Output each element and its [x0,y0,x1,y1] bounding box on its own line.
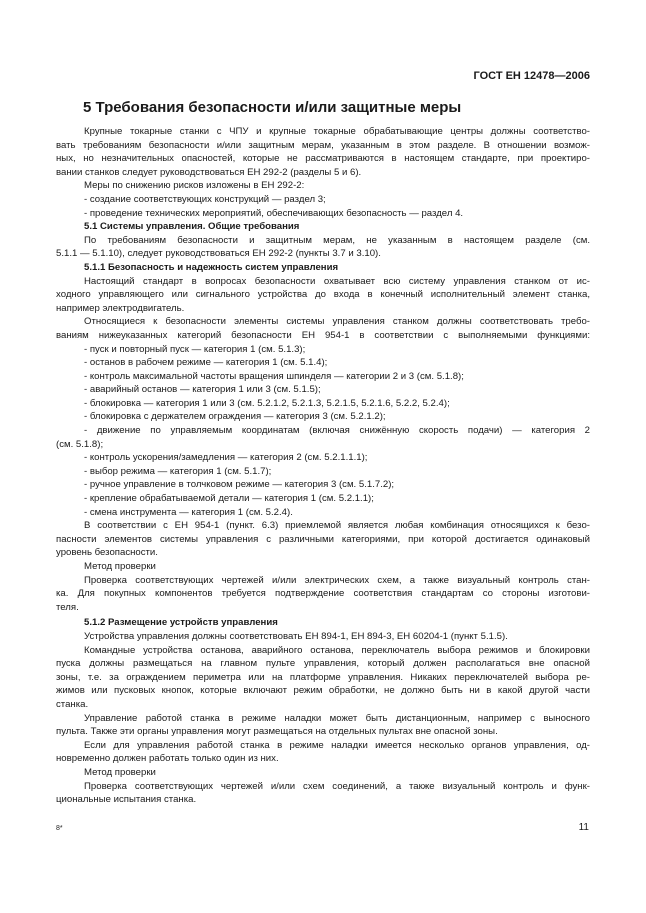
list-item: - создание соответствующих конструкций — раздел 3; [84,193,326,205]
section-body [56,125,590,807]
text-line: ваниям нижеуказанных категорий безопасности ЕН 954-1 в соответствии с выполняемыми функциями: [56,329,590,341]
text-line: зоны, т.е. за ограждением периметра или на платформе управления. Никаких переключателей выбора ре- [56,671,590,683]
list-item: - контроль максимальной частоты вращения шпинделя — категории 2 и 3 (см. 5.1.8); [84,370,464,382]
text-line: ходного управляющего или сигнального устройства до входа в конечный исполнительный элемент станка, [56,289,590,301]
text-line: Проверка соответствующих чертежей и/или электрических схем, а также визуальный контроль стан- [84,574,590,586]
footer-mark: 8* [56,825,63,832]
text-line: новременно должен работать только один из них. [56,753,279,765]
text-line: пуска должны размещаться на главном пульте управления, который должен располагаться вне опасной [56,658,590,670]
list-item: - ручное управление в толчковом режиме — категория 3 (см. 5.1.7.2); [84,479,395,491]
text-line: Если для управления работой станка в режиме наладки имеется несколько органов управления, од- [84,739,590,751]
text-line: ных, но незначительных опасностей, которые не рассматриваются в настоящем стандарте, при проектиро- [56,153,590,165]
text-line: Управление работой станка в режиме наладки может быть дистанционным, например с выносного [84,712,590,724]
list-item: - аварийный останов — категория 1 или 3 (см. 5.1.5); [84,384,321,396]
subsection-heading: 5.1.1 Безопасность и надежность систем управления [84,261,339,273]
list-item: - пуск и повторный пуск — категория 1 (см. 5.1.3); [84,343,306,355]
list-item: - блокировка с держателем ограждения — категория 3 (см. 5.2.1.2); [84,411,386,423]
text-line: циональные испытания станка. [56,794,197,806]
list-item: - движение по управляемым координатам (включая снижённую скорость подачи) — категория 2 [84,425,590,437]
text-line: станка. [56,698,89,710]
standard-header: ГОСТ ЕН 12478—2006 [473,70,590,82]
text-line: теля. [56,601,79,613]
text-line: уровень безопасности. [56,547,158,559]
list-item: - контроль ускорения/замедления — категория 2 (см. 5.2.1.1.1); [84,452,368,464]
list-item: - останов в рабочем режиме — категория 1 (см. 5.1.4); [84,357,328,369]
text-line: Метод проверки [84,766,156,778]
section-title: 5 Требования безопасности и/или защитные меры [83,99,462,116]
text-line: Метод проверки [84,561,156,572]
subsection-heading: 5.1.2 Размещение устройств управления [84,617,278,629]
text-line: Меры по снижению рисков изложены в ЕН 292-2: [84,180,305,192]
text-line: Крупные токарные станки с ЧПУ и крупные токарные обрабатывающие центры должны соответство- [84,126,590,137]
text-line: По требованиям безопасности и защитным мерам, не указанным в настоящем разделе (см. [84,234,590,246]
text-line: вании станков следует руководствоваться ЕН 292-2 (разделы 5 и 6). [56,166,362,178]
list-item: - крепление обрабатываемой детали — категория 1 (см. 5.2.1.1); [84,493,374,505]
text-line: пасности элементов системы управления с различными категориями, при которой достигается одинаковый [56,533,590,545]
list-item: - смена инструмента — категория 1 (см. 5.2.4). [84,506,293,518]
text-line: жимов или пусковых кнопок, которые включают режим обработки, не должно быть ни в какой другой части [56,685,590,697]
list-item: - выбор режима — категория 1 (см. 5.1.7); [84,465,272,477]
text-line: Командные устройства останова, аварийного останова, переключатель выбора режимов и блокировки [84,644,590,656]
text-line: (см. 5.1.8); [56,438,104,450]
text-line: Относящиеся к безопасности элементы системы управления станком должны соответствовать требо- [84,316,590,328]
list-item: - блокировка — категория 1 или 3 (см. 5.2.1.2, 5.2.1.3, 5.2.1.5, 5.2.1.6, 5.2.2, 5.2.4); [84,397,450,409]
text-line: вать требованиям безопасности и/или защитным мерам, указанным в этом разделе. В отношении возмож- [56,139,590,151]
text-line: Настоящий стандарт в вопросах безопасности охватывает всю систему управления станком от ис- [84,275,590,287]
text-line: Устройства управления должны соответствовать ЕН 894-1, ЕН 894-3, ЕН 60204-1 (пункт 5.1.5). [84,630,508,642]
list-item: - проведение технических мероприятий, обеспечивающих безопасность — раздел 4. [84,207,464,219]
subsection-heading: 5.1 Системы управления. Общие требования [84,221,300,233]
text-line: ка. Для покупных компонентов требуется подтверждение соответствия стандартам со стороны изготови- [56,588,590,600]
text-line: В соответствии с ЕН 954-1 (пункт. 6.3) приемлемой является любая комбинация относящихся к безо- [84,520,590,532]
text-line: Проверка соответствующих чертежей и/или схем соединений, а также визуальный контроль и функ- [84,780,590,792]
text-line: пульта. Также эти органы управления могут размещаться на отдельных пультах вне опасной зоны. [56,726,498,738]
page-number: 11 [578,822,589,833]
text-line: 5.1.1 — 5.1.10), следует руководствоваться ЕН 292-2 (пункты 3.7 и 3.10). [56,248,381,260]
text-line: например электродвигатель. [56,302,185,314]
